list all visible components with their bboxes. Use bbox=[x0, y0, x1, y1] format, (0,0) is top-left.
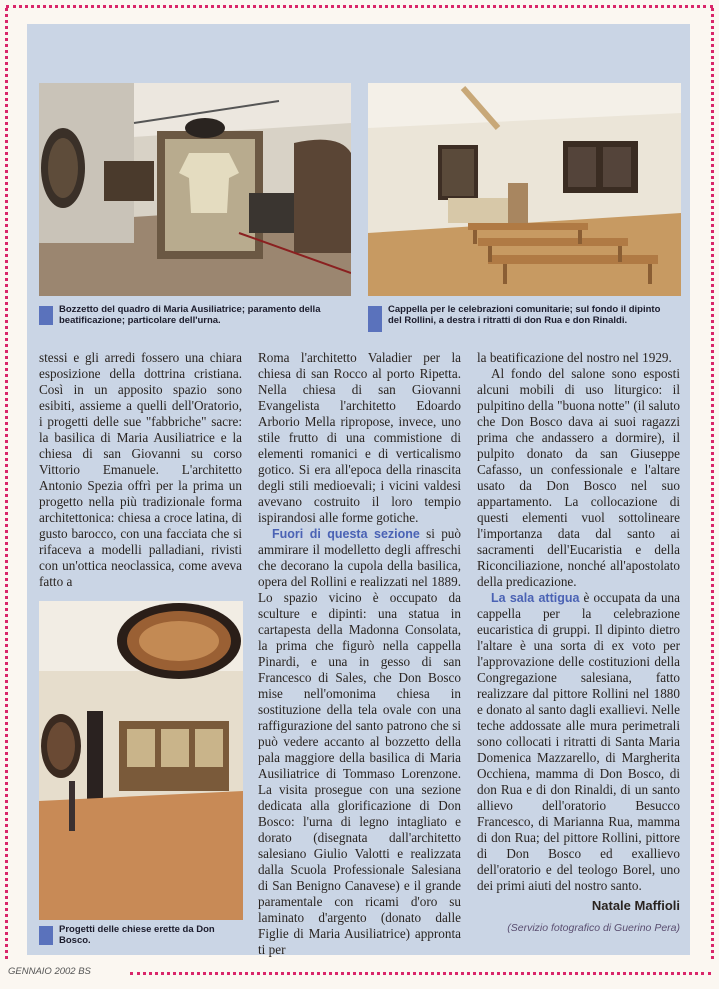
decorative-border-right bbox=[711, 8, 714, 959]
church-projects-photo bbox=[39, 601, 243, 920]
caption-marker bbox=[39, 306, 53, 325]
photo-caption bbox=[39, 924, 249, 950]
section-lead-in: La sala attigua bbox=[491, 591, 580, 605]
museum-vestment-photo bbox=[39, 83, 351, 296]
photo-credit: (Servizio fotografico di Guerino Pera) bbox=[507, 922, 680, 934]
article-column-2 bbox=[258, 350, 461, 958]
author-signature: Natale Maffioli bbox=[591, 898, 680, 913]
article-column-3 bbox=[477, 350, 680, 936]
body-paragraph: si può ammirare il modelletto degli affreschi che decorano la cupola della basilica, opera del Rollini e realizzati nel 1889. Lo spazio vicino è occupato da sculture e dipinti: una statua in cartapesta della Madonna Consolata, la prima che figurò nella cappella Pinardi, e una in gesso di san Francesco di Sales, che Don Bosco mise nell'omonima chiesa in sostituzione della tela ovale con una raffigurazione del santo patrono che si può vedere accanto al bozzetto della pala maggiore della basilica di Maria Ausiliatrice di Tommaso Lorenzone. La visita prosegue con una sezione dedicata alla glorificazione di Don Bosco: l'urna di legno intagliato e dorato (disegnata dall'architetto salesiano Giulio Valotti e realizzata dalla Scuola Professionale Salesiana di San Benigno Canavese) e il grande paramentale con ricami d'oro su laminato d'argento (donato dalle Figlie di Maria Ausiliatrice) appronta ti per bbox=[258, 526, 461, 957]
chapel-photo bbox=[368, 83, 681, 296]
decorative-border-left bbox=[5, 8, 8, 959]
photo-caption bbox=[368, 304, 680, 338]
body-paragraph: stessi e gli arredi fossero una chiara esposizione della dottrina cristiana. Così in un apposito spazio sono esibiti, assieme a quelli dell'Oratorio, i progetti delle sue "fabbriche" sacre: la basilica di Maria Ausiliatrice e la chiesa di san Giovanni su corso Vittorio Emanuele. L'architetto Antonio Spezia offrì per la prima un progetto nella più tradizionale forma architettonica: chiesa a croce latina, di gusto barocco, con una facciata che si rifaceva a modelli palladiani, rivisti con un'ottica neoclassica, come aveva fatto a bbox=[39, 350, 242, 589]
article-column-1 bbox=[39, 350, 242, 590]
caption-text: Progetti delle chiese erette da Don Bosco. bbox=[59, 924, 215, 946]
page-footer: GENNAIO 2002 BS bbox=[8, 966, 91, 977]
caption-marker bbox=[39, 926, 53, 945]
decorative-border-top bbox=[6, 5, 713, 8]
section-lead-in: Fuori di questa sezione bbox=[272, 527, 420, 541]
body-paragraph: Al fondo del salone sono esposti alcuni mobili di uso liturgico: il pulpitino della "buona notte" (il saluto che Don Bosco dava ai suoi ragazzi prima che andassero a dormire), il pulpito donato da san Giuseppe Cafasso, un confessionale e l'altare usato da Don Bosco nel suo appartamento. La collocazione di questi elementi vuol sottolineare l'importanza data dal santo ai sacramenti dell'Eucaristia e della Riconciliazione, nonché all'apostolato della predicazione. bbox=[477, 366, 680, 589]
body-paragraph: Roma l'architetto Valadier per la chiesa di san Rocco al porto Ripetta. Nella chiesa di san Giovanni Evangelista l'architetto Edoardo Arborio Mella ripropose, invece, uno stile frutto di una commistione di elementi romanici e di verticalismo gotico. Si era all'epoca della rinascita degli stili medioevali; i vicini valdesi avevano costruito il loro tempio ispirandosi alle forme gotiche. bbox=[258, 350, 461, 525]
caption-text: Cappella per le celebrazioni comunitarie; sul fondo il dipinto del Rollini, a destra i ritratti di don Rua e don Rinaldi. bbox=[388, 304, 661, 326]
decorative-border-bottom bbox=[130, 972, 711, 975]
caption-text: Bozzetto del quadro di Maria Ausiliatrice; paramento della beatificazione; particolare dell'urna. bbox=[59, 304, 321, 326]
caption-marker bbox=[368, 306, 382, 332]
body-paragraph: la beatificazione del nostro nel 1929. bbox=[477, 350, 672, 365]
body-paragraph: è occupata da una cappella per la celebrazione eucaristica di gruppi. Il dipinto dietro l'altare è una sorta di ex voto per l'approvazione delle costituzioni della Congregazione salesiana, fatto realizzare dal pittore Rollini nel 1880 e donato al santo dagli exallievi. Nelle teche addossate alle mura perimetrali sono collocati i ritratti di Santa Maria Domenica Mazzarello, di Margherita Occhiena, mamma di Don Bosco, di don Rua e di don Rinaldi, di un santo allievo dell'oratorio Besucco Francesco, di Marianna Rua, mamma di don Rua; del pittore Rollini, pittore di Don Bosco ed exallievo dell'oratorio e del teologo Borel, uno dei primi aiuti del nostro santo. bbox=[477, 590, 681, 893]
photo-caption bbox=[39, 304, 349, 330]
